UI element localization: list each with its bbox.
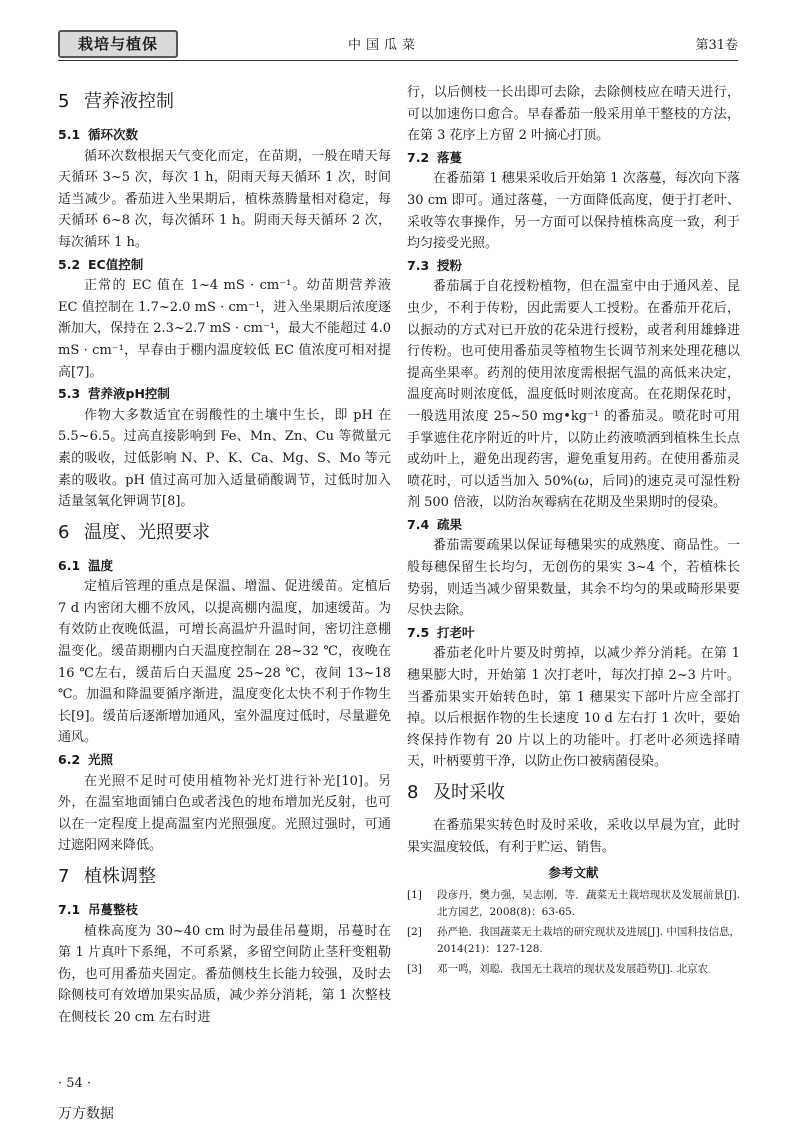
paragraph: 在光照不足时可使用植物补光灯进行补光[10]。另外，在温室地面铺白色或者浅色的地布增加光反射，也可以在一定程度上提高温室内光照强度。光照过强时，可通过遮阳网来降低。: [58, 773, 391, 854]
paragraph: 番茄属于自花授粉植物，但在温室中由于通风差、昆虫少，不利于传粉，因此需要人工授粉。在番茄开花后，以振动的方式对已开放的花朵进行授粉，或者利用雄蜂进行传粉。也可使用番茄灵等植物生长调节剂来处理花穗以提高坐果率。药剂的使用浓度需根据气温的高低来决定，温度高时则浓度低，温度低时则浓度高。在花期保花时，一般选用浓度 25~50 mg•kg⁻¹ 的番茄灵。喷花时可用手掌遮住花序附近的叶片，以防止药液喷洒到植株生长点或幼叶上，避免出现药害，避免重复用药。在使用番茄灵喷花时，可以适当加入 50%(ω，后同)的速克灵可湿性粉剂 500 倍液，以防治灰霉病在花期及坐果期时的侵染。: [407, 279, 740, 511]
subsection-heading: 7.5 打老叶: [407, 624, 475, 640]
page-number: · 54 ·: [58, 1076, 92, 1091]
reference-item: [1] 段彦丹，樊力强，吴志刚，等．蔬菜无土栽培现状及发展前景[J]. 北方园艺，2008(8)：63-65.: [407, 888, 740, 918]
section-heading: 5 营养液控制: [58, 91, 174, 112]
subsection-heading: 6.2 光照: [58, 752, 114, 768]
paragraph: 在番茄第 1 穗果采收后开始第 1 次落蔓，每次向下落 30 cm 即可。通过落蔓，一方面降低高度，便于打老叶、采收等农事操作，另一方面可以保持植株高度一致，利于均匀接受光照。: [407, 171, 740, 252]
section-heading: 7 植株调整: [58, 866, 156, 887]
paragraph: 作物大多数适宜在弱酸性的土壤中生长，即 pH 在 5.5~6.5。过高直接影响到 Fe、Mn、Zn、Cu 等微量元素的吸收，过低影响 N、P、K、Ca、Mg、S、Mo 等元素的吸收。pH 值过高可加入适量硝酸调节，过低时加入适量氢氧化钾调节[8]。: [58, 407, 391, 510]
paragraph: 植株高度为 30~40 cm 时为最佳吊蔓期，吊蔓时在第 1 片真叶下系绳，不可系紧，多留空间防止茎秆变粗勒伤，也可用番茄夹固定。番茄侧枝生长能力较强，及时去除侧枝可有效增加果实品质，减少养分消耗，第 1 次整枝在侧枝长 20 cm 左右时进: [58, 923, 391, 1025]
subsection-heading: 5.3 营养液pH控制: [58, 386, 170, 402]
right-column: [407, 82, 740, 978]
paragraph: 番茄需要疏果以保证每穗果实的成熟度、商品性。一般每穗保留生长均匀，无创伤的果实 3~4 个，若植株长势弱，则适当减少留果数量，其余不均匀的果或畸形果要尽快去除。: [407, 538, 740, 619]
subsection-heading: 7.2 落蔓: [407, 149, 463, 165]
volume-number: 第31卷: [695, 38, 738, 53]
paragraph: 在番茄果实转色时及时采收，采收以早晨为宜，此时果实温度较低，有利于贮运、销售。: [407, 818, 740, 855]
footer-watermark: 万方数据: [58, 1106, 114, 1122]
paragraph: 定植后管理的重点是保温、增温、促进缓苗。定植后 7 d 内密闭大棚不放风，以提高棚内温度，加速缓苗。为有效防止夜晚低温，可增长高温炉升温时间，密切注意棚温变化。缓苗期棚内白天温度控制在 28~32 ℃，夜晚在 16 ℃左右，缓苗后白天温度 25~28 ℃，夜间 13~18 ℃。加温和降温要循序渐进，温度变化太快不利于作物生长[9]。缓苗后逐渐增加通风，室外温度过低时，尽量避免通风。: [58, 579, 391, 746]
subsection-heading: 5.2 EC值控制: [58, 256, 144, 272]
section-heading: 6 温度、光照要求: [58, 521, 210, 543]
subsection-heading: 7.4 疏果: [407, 516, 463, 532]
paragraph: 番茄老化叶片要及时剪掉，以减少养分消耗。在第 1 穗果膨大时，开始第 1 次打老叶，每次打掉 2~3 片叶。当番茄果实开始转色时，第 1 穗果实下部叶片应全部打掉。以后根据作物的生长速度 10 d 左右打 1 次叶，要始终保持作物有 20 片以上的功能叶。打老叶必须选择晴天，叶柄要剪干净，以防止伤口被病菌侵染。: [407, 646, 740, 770]
subsection-heading: 6.1 温度: [58, 557, 114, 573]
left-column: [58, 82, 391, 1029]
section-badge: 栽培与植保: [58, 30, 178, 58]
subsection-heading: 7.3 授粉: [407, 257, 463, 273]
journal-name: 中国瓜菜: [348, 38, 421, 53]
paragraph: 正常的 EC 值在 1~4 mS · cm⁻¹。幼苗期营养液 EC 值控制在 1.7~2.0 mS · cm⁻¹，进入坐果期后浓度逐渐加大，保持在 2.3~2.7 mS · cm⁻¹，最大不能超过 4.0 mS · cm⁻¹，早春由于棚内温度较低 EC 值浓度可相对提高[7]。: [58, 278, 391, 380]
paragraph: 循环次数根据天气变化而定，在苗期，一般在晴天每天循环 3~5 次，每次 1 h，阴雨天每天循环 1 次，时间适当减少。番茄进入坐果期后，植株蒸腾量相对稳定，每天循环 6~8 次，每次循环 1 h。阴雨天每天循环 2 次，每次循环 1 h。: [58, 148, 391, 250]
reference-item: [3] 邓一鸣，刘聪．我国无土栽培的现状及发展趋势[J]. 北京农: [407, 962, 709, 975]
subsection-heading: 5.1 循环次数: [58, 127, 139, 142]
paragraph-continued: 行，以后侧枝一长出即可去除，去除侧枝应在晴天进行，可以加速伤口愈合。早春番茄一般采用单干整枝的方法，在第 3 花序上方留 2 叶摘心打顶。: [407, 85, 740, 144]
reference-item: [2] 孙严艳．我国蔬菜无土栽培的研究现状及进展[J]. 中国科技信息，2014(21)：127-128.: [407, 925, 740, 955]
references-heading: 参考文献: [548, 865, 599, 881]
header-rule: [58, 60, 738, 61]
section-heading: 8 及时采收: [407, 782, 505, 803]
subsection-heading: 7.1 吊蔓整枝: [58, 902, 139, 917]
page-header: [58, 30, 738, 64]
